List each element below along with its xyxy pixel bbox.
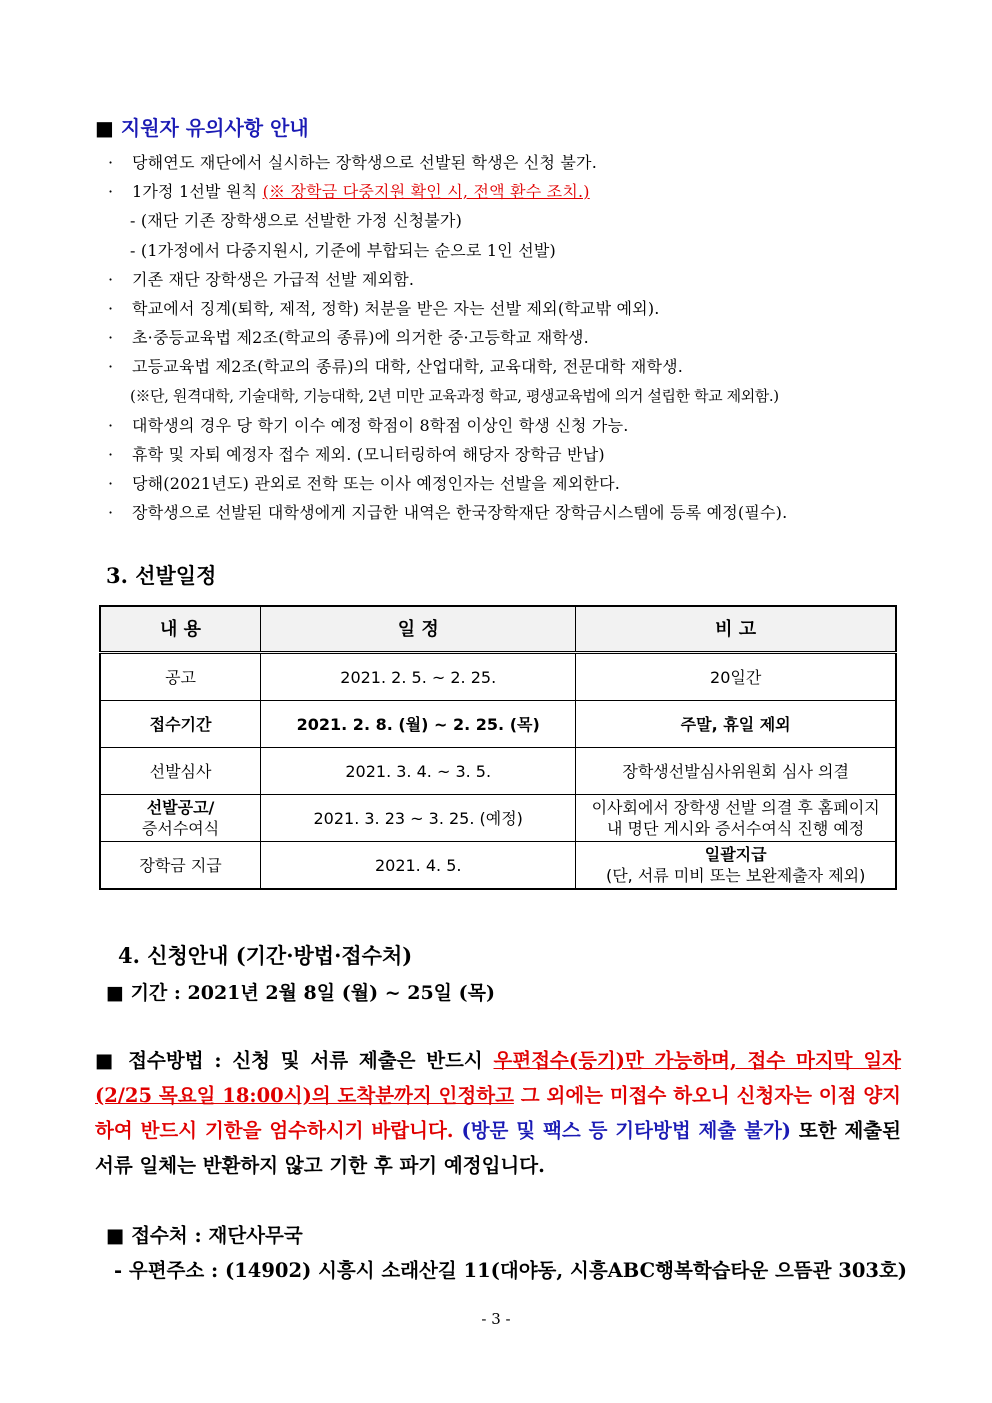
table-row: 선발심사 2021. 3. 4. ~ 3. 5. 장학생선발심사위원회 심사 의결 (100, 748, 896, 795)
list-item: · 초·중등교육법 제2조(학교의 종류)에 의거한 중·고등학교 재학생. (108, 323, 948, 352)
table-row: 선발공고/ 증서수여식 2021. 3. 23 ~ 3. 25. (예정) 이사회에서 장학생 선발 의결 후 홈페이지 내 명단 게시와 증서수여식 진행 예정 (100, 795, 896, 842)
schedule-table (99, 605, 897, 890)
table-row: 장학금 지급 2021. 4. 5. 일괄지급 (단, 서류 미비 또는 보완제출자 제외) (100, 842, 896, 890)
list-item: · 장학생으로 선발된 대학생에게 지급한 내역은 한국장학재단 장학금시스템에 등록 예정(필수). (108, 498, 948, 527)
square-bullet-icon: ■ (95, 116, 114, 140)
list-item: · 기존 재단 장학생은 가급적 선발 제외함. (108, 265, 948, 294)
header-content: 내 용 (100, 606, 261, 653)
page-number: - 3 - (481, 1310, 511, 1328)
list-item: · 휴학 및 자퇴 예정자 접수 제외. (모니터링하여 해당자 장학금 반납) (108, 440, 948, 469)
bullet-dot-icon: · (108, 182, 114, 202)
list-subitem: - (재단 기존 장학생으로 선발한 가정 신청불가) (130, 211, 463, 231)
application-period: ■ 기간 : 2021년 2월 8일 (월) ~ 25일 (목) (106, 982, 495, 1004)
bullet-dot-icon: · (108, 153, 114, 172)
bullet-dot-icon: · (108, 415, 114, 435)
list-item: · 고등교육법 제2조(학교의 종류)의 대학, 산업대학, 교육대학, 전문대학 재학생. (108, 352, 948, 381)
bullet-dot-icon: · (108, 328, 114, 348)
table-header-row (100, 606, 896, 653)
section-3-title: 3. 선발일정 (106, 563, 217, 588)
bullet-dot-icon: · (108, 474, 114, 494)
notice-heading-text: 지원자 유의사항 안내 (120, 116, 309, 140)
bullet-dot-icon: · (108, 503, 114, 523)
bullet-dot-icon: · (108, 444, 114, 464)
list-item: · 학교에서 징계(퇴학, 제적, 정학) 처분을 받은 자는 선발 제외(학교밖 예외). (108, 294, 948, 323)
table-row: 공고 2021. 2. 5. ~ 2. 25. 20일간 (100, 653, 896, 701)
bullet-dot-icon: · (108, 269, 114, 289)
application-office: ■ 접수처 : 재단사무국 (106, 1224, 303, 1247)
list-item: · 대학생의 경우 당 학기 이수 예정 학점이 8학점 이상인 학생 신청 가능. (108, 411, 948, 440)
list-item: · 1가정 1선발 원칙 (※ 장학금 다중지원 확인 시, 전액 환수 조치.) (108, 177, 948, 206)
section-4-title: 4. 신청안내 (기간·방법·접수처) (118, 943, 413, 968)
application-method: ■ 접수방법 : 신청 및 서류 제출은 반드시 우편접수(등기)만 가능하며, 접수 마지막 일자(2/25 목요일 18:00시)의 도착분까지 인정하고 그 외에는 미접수 하오니 신청자는 이점 양지하여 반드시 기한을 엄수하시기 바랍니다. (방문 및 팩스 등 기타방법 제출 불가) 또한 제출된 서류 일체는 반환하지 않고 기한 후 파기 예정입니다. (95, 1049, 902, 1177)
header-schedule: 일 정 (261, 606, 576, 653)
bullet-dot-icon: · (108, 357, 114, 377)
list-note: (※단, 원격대학, 기술대학, 기능대학, 2년 미만 교육과정 학교, 평생교육법에 의거 설립한 학교 제외함.) (130, 386, 779, 405)
bullet-dot-icon: · (108, 298, 114, 318)
notice-list (108, 148, 948, 527)
postal-address: - 우편주소 : (14902) 시흥시 소래산길 11(대야동, 시흥ABC행복학습타운 으뜸관 303호) (114, 1259, 908, 1282)
table-row: 접수기간 2021. 2. 8. (월) ~ 2. 25. (목) 주말, 휴일 제외 (100, 701, 896, 748)
list-item: · 당해연도 재단에서 실시하는 장학생으로 선발된 학생은 신청 불가. (108, 148, 948, 177)
list-item: · 당해(2021년도) 관외로 전학 또는 이사 예정인자는 선발을 제외한다. (108, 469, 948, 498)
header-remarks: 비 고 (576, 606, 896, 653)
notice-heading (95, 112, 309, 141)
list-subitem: - (1가정에서 다중지원시, 기준에 부합되는 순으로 1인 선발) (130, 240, 556, 260)
refund-warning: (※ 장학금 다중지원 확인 시, 전액 환수 조치.) (262, 182, 590, 202)
